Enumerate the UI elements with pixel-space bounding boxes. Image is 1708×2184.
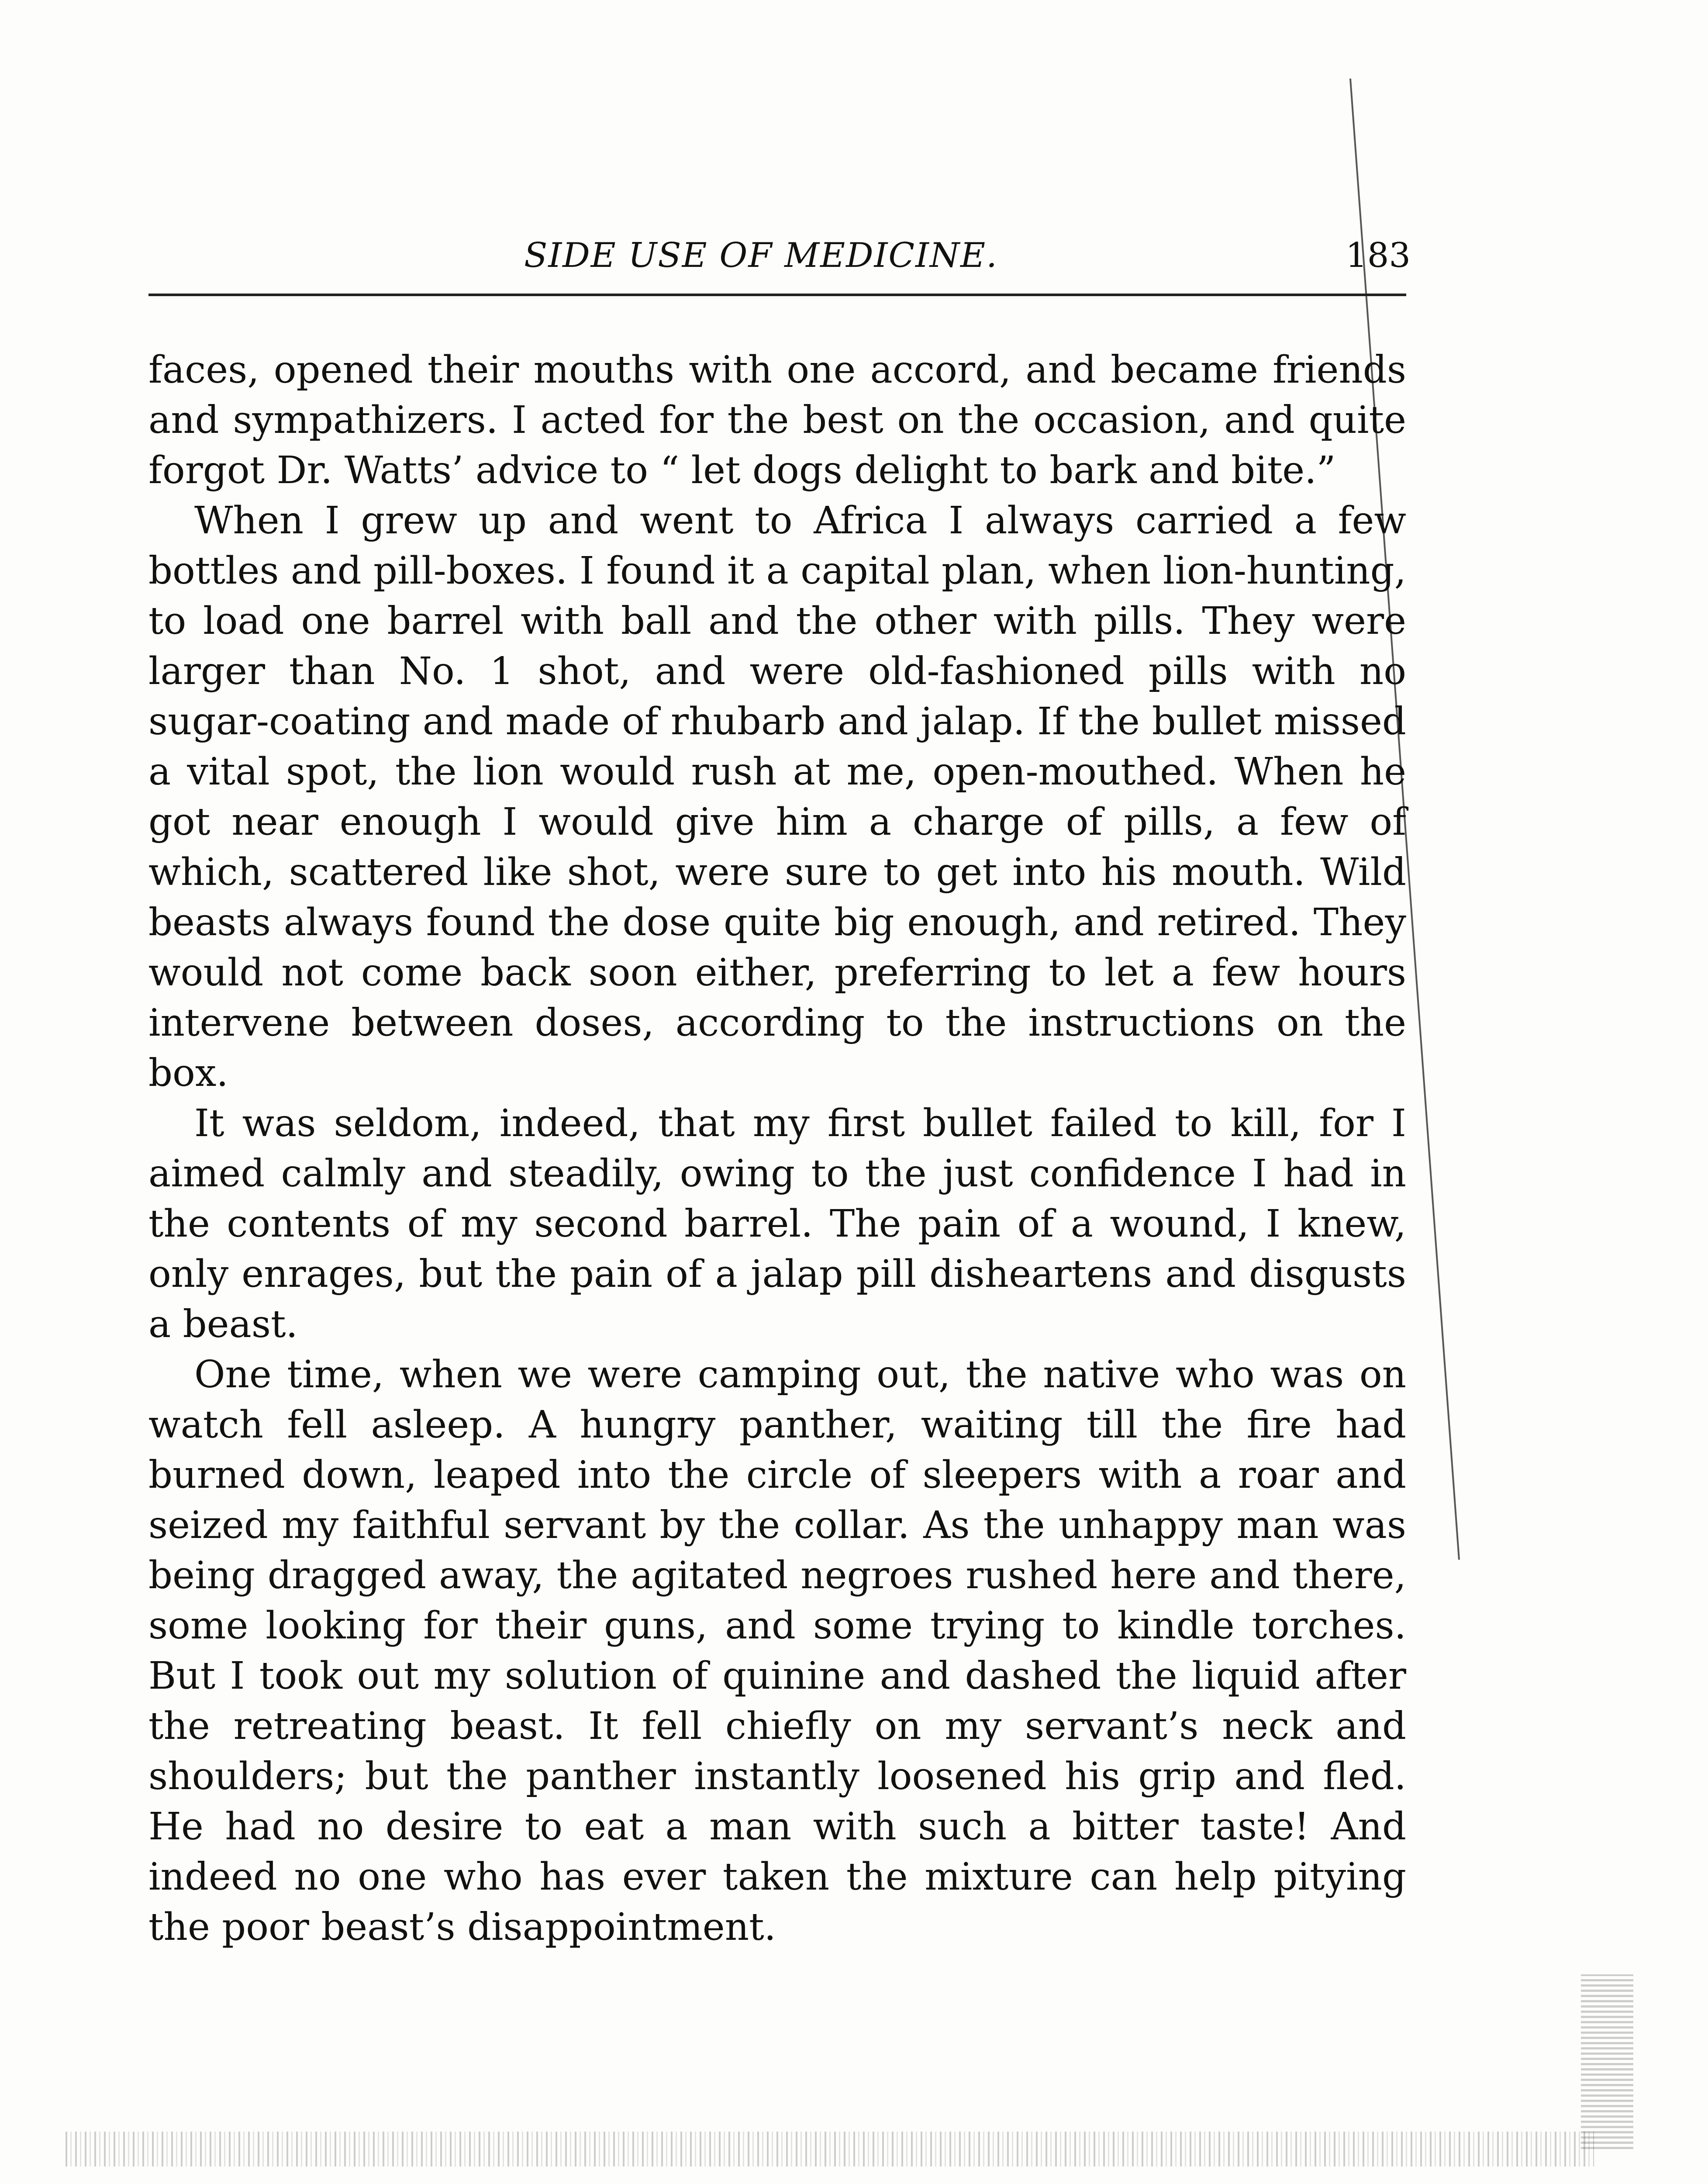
- page-number: 183: [1346, 236, 1411, 275]
- paragraph-africa: When I grew up and went to Africa I always carried a few bottles and pill-boxes. I found it a capital plan, when lion-hunting, to load one barrel with ball and the other with pills. They were larger than No. 1 shot, and were old-fashioned pills with no sugar-coating and made of rhubarb and jalap. If the bullet missed a vital spot, the lion would rush at me, open-mouthed. When he got near enough I would give him a charge of pills, a few of which, scattered like shot, were sure to get into his mouth. Wild beasts always found the dose quite big enough, and retired. They would not come back soon either, preferring to let a few hours intervene between doses, according to the instructions on the box.: [148, 499, 1406, 1095]
- scan-noise-right: [1581, 1974, 1633, 2149]
- body-text: [148, 345, 1406, 1952]
- header-rule: [148, 294, 1406, 296]
- page-header: [148, 232, 1411, 288]
- paragraph-panther: One time, when we were camping out, the native who was on watch fell asleep. A hungry panther, waiting till the fire had burned down, leaped into the circle of sleepers with a roar and seized my faithful servant by the collar. As the unhappy man was being dragged away, the agitated negroes rushed here and there, some looking for their guns, and some trying to kindle torches. But I took out my solution of quinine and dashed the liquid after the retreating beast. It fell chiefly on my servant’s neck and shoulders; but the panther instantly loosened his grip and fled. He had no desire to eat a man with such a bitter taste! And indeed no one who has ever taken the mixture can help pitying the poor beast’s disappointment.: [148, 1353, 1406, 1949]
- running-title: SIDE USE OF MEDICINE.: [524, 236, 998, 275]
- scan-noise-bottom: [66, 2132, 1594, 2167]
- paragraph-continuation: faces, opened their mouths with one accord, and became friends and sympathizers. I acted for the best on the occasion, and quite forgot Dr. Watts’ advice to “ let dogs delight to bark and bite.”: [148, 348, 1406, 492]
- paragraph-bullet: It was seldom, indeed, that my first bullet failed to kill, for I aimed calmly and steadily, owing to the just confidence I had in the contents of my second barrel. The pain of a wound, I knew, only enrages, but the pain of a jalap pill disheartens and disgusts a beast.: [148, 1102, 1406, 1346]
